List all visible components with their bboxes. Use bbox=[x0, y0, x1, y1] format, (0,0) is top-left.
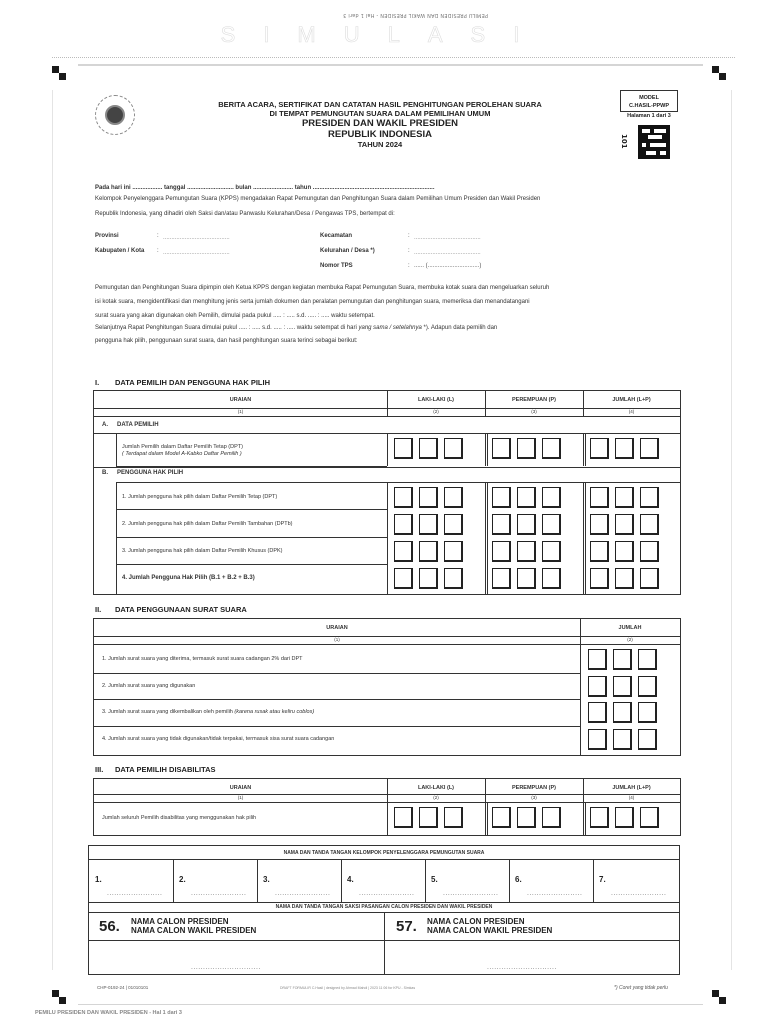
candidate-presiden-name: NAMA CALON PRESIDEN bbox=[131, 917, 229, 926]
row-a1-sublabel: ( Terdapat dalam Model A-Kabko Daftar Pemilih ) bbox=[122, 451, 242, 457]
label-tanggal: tanggal bbox=[164, 185, 186, 191]
col-number: (4) bbox=[628, 795, 635, 800]
section-1-number: I. bbox=[95, 378, 100, 387]
model-code: C.HASIL-PPWP bbox=[628, 103, 670, 109]
col-number: (2) bbox=[627, 637, 633, 642]
input-b2-jumlah[interactable] bbox=[590, 514, 659, 535]
col-header: LAKI-LAKI (L) bbox=[417, 785, 455, 791]
col-number: (1) bbox=[237, 795, 244, 800]
col-number: (3) bbox=[531, 795, 537, 800]
title-year: TAHUN 2024 bbox=[357, 140, 403, 149]
kpps-signature-field-1[interactable]: ....................... bbox=[107, 890, 163, 897]
qr-code-icon bbox=[638, 125, 670, 159]
label-hari: Pada hari ini bbox=[95, 185, 131, 191]
paragraph-line: pengguna hak pilih, penggunaan surat suara, dan hasil penghitungan suara terinci sebagai berikut: bbox=[95, 338, 358, 344]
col-number: (2) bbox=[433, 795, 439, 800]
saksi-signature-field-57[interactable]: ............................. bbox=[487, 964, 557, 971]
input-b3-laki[interactable] bbox=[394, 541, 463, 562]
paragraph-line: Pemungutan dan Penghitungan Suara dipimpin oleh Ketua KPPS dengan kegiatan membuka Rapat Pemungutan Suara, membuka kotak suara dan mengeluarkan seluruh bbox=[95, 285, 550, 291]
input-b1-jumlah[interactable] bbox=[590, 487, 659, 508]
bottom-divider bbox=[78, 1004, 703, 1005]
page-indicator: Halaman 1 dari 3 bbox=[627, 113, 671, 119]
candidate-presiden-name: NAMA CALON PRESIDEN bbox=[427, 917, 525, 926]
col-header: JUMLAH bbox=[618, 625, 642, 631]
row-italic: (karena rusak atau keliru coblos) bbox=[234, 709, 315, 715]
col-header: URAIAN bbox=[229, 785, 252, 791]
row-ss1-label: 1. Jumlah surat suara yang diterima, termasuk surat suara cadangan 2% dari DPT bbox=[102, 656, 303, 662]
field-kabupaten-kota[interactable]: ........................................ bbox=[163, 250, 230, 256]
input-a1-laki[interactable] bbox=[394, 438, 463, 459]
input-b1-perempuan[interactable] bbox=[492, 487, 561, 508]
field-bulan[interactable]: ........................ bbox=[253, 185, 294, 191]
label-kecamatan: Kecamatan bbox=[320, 233, 353, 239]
intro-line: Kelompok Penyelenggara Pemungutan Suara (KPPS) mengadakan Rapat Pemungutan dan Penghitungan Suara dalam Pemilihan Umum Presiden dan Wakil Presiden bbox=[95, 196, 541, 202]
footer-note: *) Coret yang tidak perlu bbox=[614, 985, 668, 991]
row-disabilitas-label: Jumlah seluruh Pemilih disabilitas yang menggunakan hak pilih bbox=[102, 815, 257, 821]
kpps-signature-field-4[interactable]: ....................... bbox=[359, 890, 415, 897]
table-surat-suara bbox=[93, 618, 681, 756]
input-a1-perempuan[interactable] bbox=[492, 438, 561, 459]
field-hari[interactable]: .................. bbox=[132, 185, 163, 191]
input-b1-laki[interactable] bbox=[394, 487, 463, 508]
kpps-number: 3. bbox=[263, 875, 270, 884]
section-1-title: DATA PEMILIH DAN PENGGUNA HAK PILIH bbox=[115, 378, 270, 387]
input-b4-perempuan[interactable] bbox=[492, 568, 561, 589]
intro-day-line bbox=[95, 185, 435, 191]
input-b4-jumlah[interactable] bbox=[590, 568, 659, 589]
mirrored-header-text: PEMILU PRESIDEN DAN WAKIL PRESIDEN - Hal 1 dari 3 bbox=[343, 12, 488, 18]
col-header: PEREMPUAN (P) bbox=[511, 397, 556, 403]
kpps-signature-field-7[interactable]: ....................... bbox=[611, 890, 667, 897]
top-divider bbox=[78, 64, 703, 66]
footer-credits: DRAFT FORMULIR C.Hasil | designed by Ahmad Mahdi | 2023 11 06 for KPU - Simkas bbox=[280, 986, 416, 990]
col-number: (4) bbox=[628, 409, 635, 414]
kpps-number: 7. bbox=[599, 875, 606, 884]
row-b2-label: 2. Jumlah pengguna hak pilih dalam Daftar Pemilih Tambahan (DPTb) bbox=[122, 521, 293, 527]
col-header: PEREMPUAN (P) bbox=[511, 785, 556, 791]
model-badge bbox=[620, 90, 678, 112]
label-kabupaten-kota: Kabupaten / Kota bbox=[95, 248, 145, 254]
registration-marker-icon bbox=[712, 66, 726, 80]
col-header: URAIAN bbox=[229, 397, 252, 403]
colon: : bbox=[408, 248, 410, 254]
signature-table bbox=[88, 845, 680, 975]
colon: : bbox=[157, 248, 159, 254]
paragraph-italic: yang sama / setelahnya bbox=[358, 325, 422, 331]
saksi-signature-field-56[interactable]: ............................. bbox=[191, 964, 261, 971]
row-b1-label: 1. Jumlah pengguna hak pilih dalam Daftar Pemilih Tetap (DPT) bbox=[122, 494, 278, 500]
candidate-wakil-name: NAMA CALON WAKIL PRESIDEN bbox=[131, 926, 257, 935]
paragraph-line: isi kotak suara, mengidentifikasi dan menghitung jenis serta jumlah dokumen dan peralatan pemungutan dan penghitungan suara, memeriksa dan menandatangani bbox=[95, 299, 530, 305]
section-2-title: DATA PENGGUNAAN SURAT SUARA bbox=[115, 605, 247, 614]
input-ss4-jumlah[interactable] bbox=[588, 729, 657, 750]
row-ss2-label: 2. Jumlah surat suara yang digunakan bbox=[102, 683, 196, 689]
field-provinsi[interactable]: ........................................ bbox=[163, 235, 230, 241]
section-2-number: II. bbox=[95, 605, 102, 614]
input-ss2-jumlah[interactable] bbox=[588, 676, 657, 697]
kpps-signature-field-2[interactable]: ....................... bbox=[191, 890, 247, 897]
form-code: 101 bbox=[620, 134, 628, 149]
saksi-signature-title: NAMA DAN TANDA TANGAN SAKSI PASANGAN CALON PRESIDEN DAN WAKIL PRESIDEN bbox=[275, 904, 493, 910]
page-edge bbox=[52, 90, 53, 970]
simulasi-watermark: SIMULASI bbox=[220, 22, 548, 47]
row-a1-label: Jumlah Pemilih dalam Daftar Pemilih Tetap (DPT) bbox=[122, 444, 243, 450]
col-header: JUMLAH (L+P) bbox=[612, 397, 651, 403]
cut-line bbox=[52, 57, 735, 58]
colon: : bbox=[157, 233, 159, 239]
colon: : bbox=[408, 263, 410, 269]
kpps-signature-title: NAMA DAN TANDA TANGAN KELOMPOK PENYELENGGARA PEMUNGUTAN SUARA bbox=[283, 850, 485, 856]
kpps-signature-field-3[interactable]: ....................... bbox=[275, 890, 331, 897]
label-provinsi: Provinsi bbox=[95, 233, 119, 239]
kpps-signature-field-6[interactable]: ....................... bbox=[527, 890, 583, 897]
col-number: (1) bbox=[237, 409, 244, 414]
registration-marker-icon bbox=[52, 990, 66, 1004]
kpps-number: 1. bbox=[95, 875, 102, 884]
candidate-number: 56. bbox=[99, 918, 120, 935]
intro-line: Republik Indonesia, yang dihadiri oleh Saksi dan/atau Panwaslu Kelurahan/Desa / Pengawas TPS, bertempat di: bbox=[95, 211, 395, 217]
row-b3-label: 3. Jumlah pengguna hak pilih dalam Daftar Pemilih Khusus (DPK) bbox=[122, 548, 283, 554]
table-disabilitas bbox=[93, 778, 681, 836]
subsection-a-number: A. bbox=[102, 422, 108, 428]
kpps-signature-field-5[interactable]: ....................... bbox=[443, 890, 499, 897]
model-label: MODEL bbox=[639, 95, 659, 101]
document-title bbox=[160, 100, 600, 150]
candidate-wakil-name: NAMA CALON WAKIL PRESIDEN bbox=[427, 926, 553, 935]
field-kecamatan[interactable]: ........................................ bbox=[414, 235, 481, 241]
kpps-number: 2. bbox=[179, 875, 186, 884]
row-ss4-label: 4. Jumlah surat suara yang tidak digunakan/tidak terpakai, termasuk sisa surat suara cadangan bbox=[102, 736, 335, 742]
kpu-logo-icon bbox=[95, 95, 135, 135]
registration-marker-icon bbox=[52, 66, 66, 80]
input-disabilitas-jumlah[interactable] bbox=[590, 807, 659, 828]
label-tahun: tahun bbox=[294, 185, 312, 191]
kpps-number: 6. bbox=[515, 875, 522, 884]
bottom-page-label: PEMILU PRESIDEN DAN WAKIL PRESIDEN - Hal 1 dari 3 bbox=[35, 1010, 182, 1016]
input-disabilitas-perempuan[interactable] bbox=[492, 807, 561, 828]
field-nomor-tps[interactable]: ...... (...............................) bbox=[414, 263, 482, 269]
candidate-number: 57. bbox=[396, 918, 417, 935]
title-line: BERITA ACARA, SERTIFIKAT DAN CATATAN HASIL PENGHITUNGAN PEROLEHAN SUARA bbox=[218, 100, 542, 109]
input-b3-jumlah[interactable] bbox=[590, 541, 659, 562]
paragraph-line bbox=[95, 325, 497, 331]
col-header: URAIAN bbox=[326, 625, 348, 631]
col-number: (2) bbox=[433, 409, 439, 414]
table-data-pemilih bbox=[93, 390, 681, 595]
paragraph-text: Selanjutnya Rapat Penghitungan Suara dimulai pukul ..... : ..... s.d. ..... : ..... waktu setempat di hari bbox=[95, 325, 359, 331]
footer-form-code: CHP-0192-24 | 01010101 bbox=[97, 985, 149, 990]
row-text: 3. Jumlah surat suara yang dikembalikan oleh pemilih bbox=[102, 709, 235, 715]
kpps-number: 5. bbox=[431, 875, 438, 884]
col-number: (3) bbox=[531, 409, 537, 414]
input-ss1-jumlah[interactable] bbox=[588, 649, 657, 670]
section-3-number: III. bbox=[95, 765, 104, 774]
registration-marker-icon bbox=[712, 990, 726, 1004]
input-b2-laki[interactable] bbox=[394, 514, 463, 535]
field-tahun[interactable]: ......................................................................... bbox=[312, 185, 435, 191]
row-b4-label: 4. Jumlah Pengguna Hak Pilih (B.1 + B.2 + B.3) bbox=[122, 575, 255, 581]
kpps-number: 4. bbox=[347, 875, 354, 884]
subsection-a-title: DATA PEMILIH bbox=[117, 422, 159, 428]
col-number: (1) bbox=[334, 637, 340, 642]
input-a1-jumlah[interactable] bbox=[590, 438, 659, 459]
title-line: REPUBLIK INDONESIA bbox=[328, 129, 432, 140]
label-kelurahan-desa: Kelurahan / Desa *) bbox=[320, 248, 375, 254]
input-b2-perempuan[interactable] bbox=[492, 514, 561, 535]
row-ss3-label bbox=[102, 709, 314, 715]
input-disabilitas-laki[interactable] bbox=[394, 807, 463, 828]
label-bulan: bulan bbox=[235, 185, 252, 191]
paragraph-text: *). Adapun data pemilih dan bbox=[421, 325, 498, 331]
input-b3-perempuan[interactable] bbox=[492, 541, 561, 562]
field-tanggal[interactable]: ............................ bbox=[187, 185, 234, 191]
paragraph-line: surat suara yang akan digunakan oleh Pemilih, dimulai pada pukul ..... : ..... s.d. ..... : ..... waktu setempat. bbox=[95, 313, 375, 319]
col-header: JUMLAH (L+P) bbox=[612, 785, 651, 791]
label-nomor-tps: Nomor TPS bbox=[320, 263, 353, 269]
title-line: DI TEMPAT PEMUNGUTAN SUARA DALAM PEMILIHAN UMUM bbox=[269, 109, 491, 118]
colon: : bbox=[408, 233, 410, 239]
title-line: PRESIDEN DAN WAKIL PRESIDEN bbox=[301, 118, 459, 129]
section-3-title: DATA PEMILIH DISABILITAS bbox=[115, 765, 216, 774]
col-header: LAKI-LAKI (L) bbox=[417, 397, 455, 403]
input-ss3-jumlah[interactable] bbox=[588, 702, 657, 723]
subsection-b-number: B. bbox=[102, 470, 108, 476]
subsection-b-title: PENGGUNA HAK PILIH bbox=[117, 470, 184, 476]
field-kelurahan-desa[interactable]: ........................................ bbox=[414, 250, 481, 256]
page-edge bbox=[731, 90, 732, 970]
input-b4-laki[interactable] bbox=[394, 568, 463, 589]
